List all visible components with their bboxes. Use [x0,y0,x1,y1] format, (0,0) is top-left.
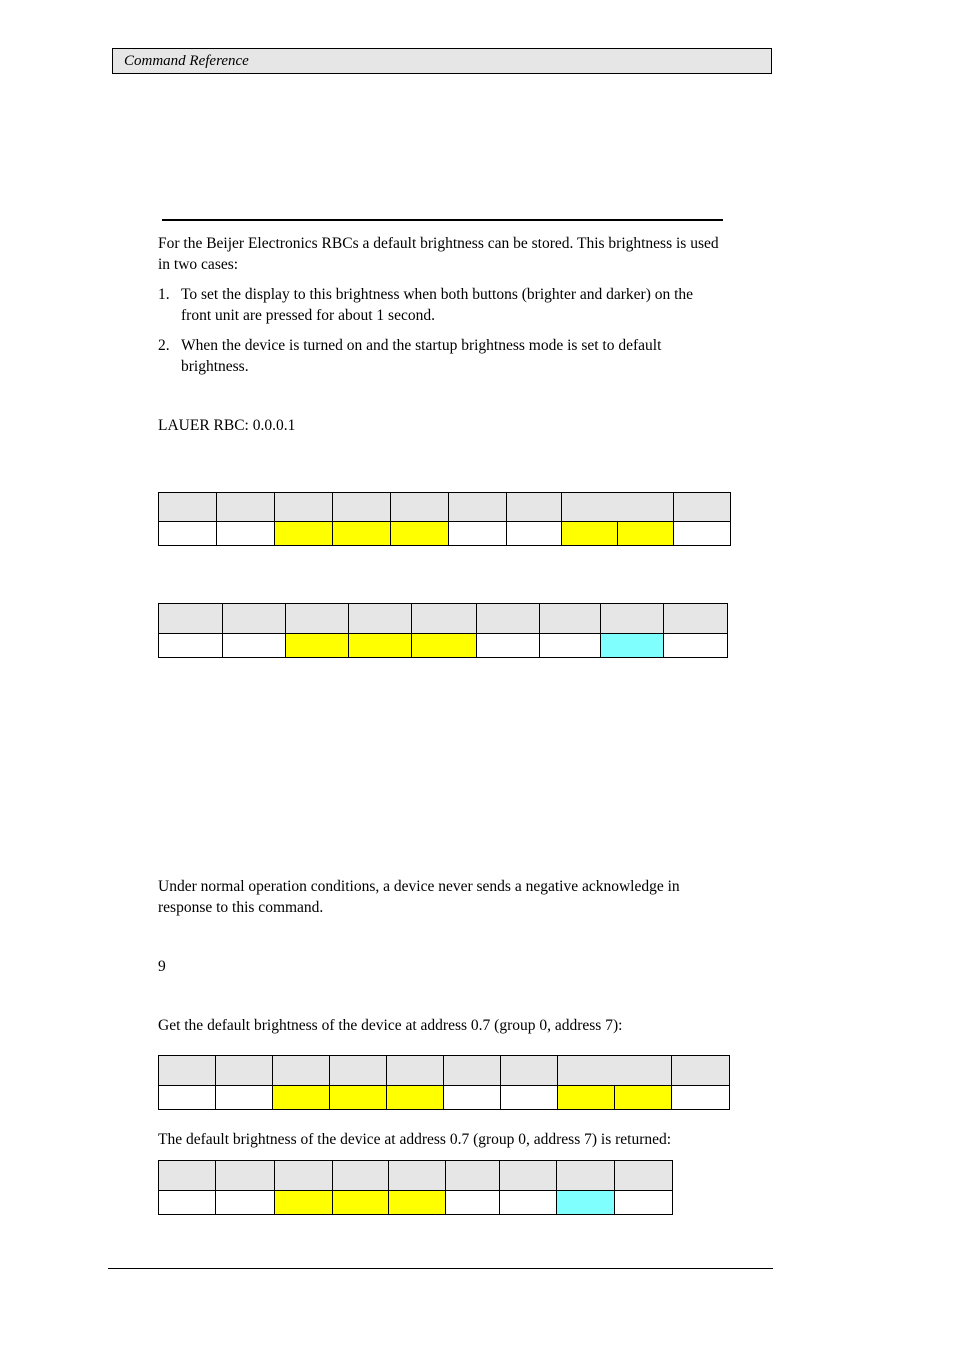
table-cell [501,1056,558,1086]
table-cell-highlight [615,1086,672,1110]
table-cell [674,522,731,546]
list-text: To set the display to this brightness when both buttons (brighter and darker) on the front unit are pressed for about 1 second. [181,286,694,324]
table-cell [216,1056,273,1086]
table-cell [274,1161,332,1191]
command-format-table [158,492,731,546]
nak-note: Under normal operation conditions, a device never sends a negative acknowledge in response to this command. [158,878,680,916]
table-cell-highlight [275,522,333,546]
table-cell-highlight [274,1191,332,1215]
table-cell-highlight [618,522,674,546]
table-cell [273,1056,330,1086]
table-cell [614,1191,672,1215]
table-cell-highlight [349,634,412,658]
table-cell [159,1191,216,1215]
table-cell [159,604,223,634]
table-cell-highlight [387,1086,444,1110]
table-cell-highlight [332,1191,388,1215]
table-row [159,1086,730,1110]
table-cell [349,604,412,634]
table-cell [562,493,674,522]
table-cell [674,493,731,522]
table-cell-highlight [389,1191,445,1215]
table-cell [216,1086,273,1110]
table-cell [614,1161,672,1191]
table-cell [286,604,349,634]
table-cell [600,604,663,634]
table-cell [539,634,600,658]
header-title: Command Reference [124,53,249,69]
table-header-row [159,1161,673,1191]
table-cell [159,634,223,658]
table-cell [159,1161,216,1191]
table-cell [507,493,562,522]
table-header-row [159,1056,730,1086]
table-row [159,522,731,546]
table-cell [275,493,333,522]
table-cell [445,1161,499,1191]
version-text: LAUER RBC: 0.0.0.1 [158,417,296,434]
table-cell [672,1056,730,1086]
table-cell [507,522,562,546]
section-rule [162,219,723,221]
table-cell [387,1056,444,1086]
table-cell-data [557,1191,614,1215]
example-response-table [158,1160,673,1215]
table-cell [444,1056,501,1086]
table-cell [217,522,275,546]
table-cell [444,1086,501,1110]
list-number: 2. [158,337,170,354]
table-cell [501,1086,558,1110]
table-cell [223,634,286,658]
table-cell [449,493,507,522]
table-cell [330,1056,387,1086]
table-cell-highlight [412,634,476,658]
list-number: 1. [158,286,170,303]
table-cell-highlight [562,522,618,546]
table-cell [445,1191,499,1215]
table-row [159,634,728,658]
table-cell [449,522,507,546]
table-cell [558,1056,672,1086]
page-header [112,48,772,74]
table-cell [557,1161,614,1191]
table-cell-highlight [333,522,391,546]
number-value: 9 [158,958,166,975]
table-cell [499,1191,556,1215]
table-cell [159,1056,216,1086]
table-header-row [159,604,728,634]
table-cell [333,493,391,522]
table-cell-data [600,634,663,658]
footer-rule [108,1268,773,1269]
table-cell-highlight [391,522,449,546]
table-cell [217,493,275,522]
table-cell [159,493,217,522]
table-cell [663,634,727,658]
intro-paragraph: For the Beijer Electronics RBCs a default brightness can be stored. This brightness is used in two cases: [158,235,719,273]
table-cell [391,493,449,522]
table-cell [672,1086,730,1110]
table-cell-highlight [286,634,349,658]
list-text: When the device is turned on and the startup brightness mode is set to default brightness. [181,337,662,375]
table-cell-highlight [558,1086,615,1110]
table-cell [663,604,727,634]
table-cell [539,604,600,634]
table-cell [476,634,539,658]
table-cell-highlight [330,1086,387,1110]
table-cell [476,604,539,634]
table-header-row [159,493,731,522]
example-request-text: Get the default brightness of the device at address 0.7 (group 0, address 7): [158,1017,623,1034]
example-response-text: The default brightness of the device at address 0.7 (group 0, address 7) is returned: [158,1131,672,1148]
table-cell [159,1086,216,1110]
table-cell [332,1161,388,1191]
table-row [159,1191,673,1215]
table-cell-highlight [273,1086,330,1110]
table-cell [216,1161,274,1191]
example-request-table [158,1055,730,1110]
table-cell [499,1161,556,1191]
table-cell [389,1161,445,1191]
table-cell [159,522,217,546]
table-cell [223,604,286,634]
table-cell [216,1191,274,1215]
table-cell [412,604,476,634]
response-format-table [158,603,728,658]
